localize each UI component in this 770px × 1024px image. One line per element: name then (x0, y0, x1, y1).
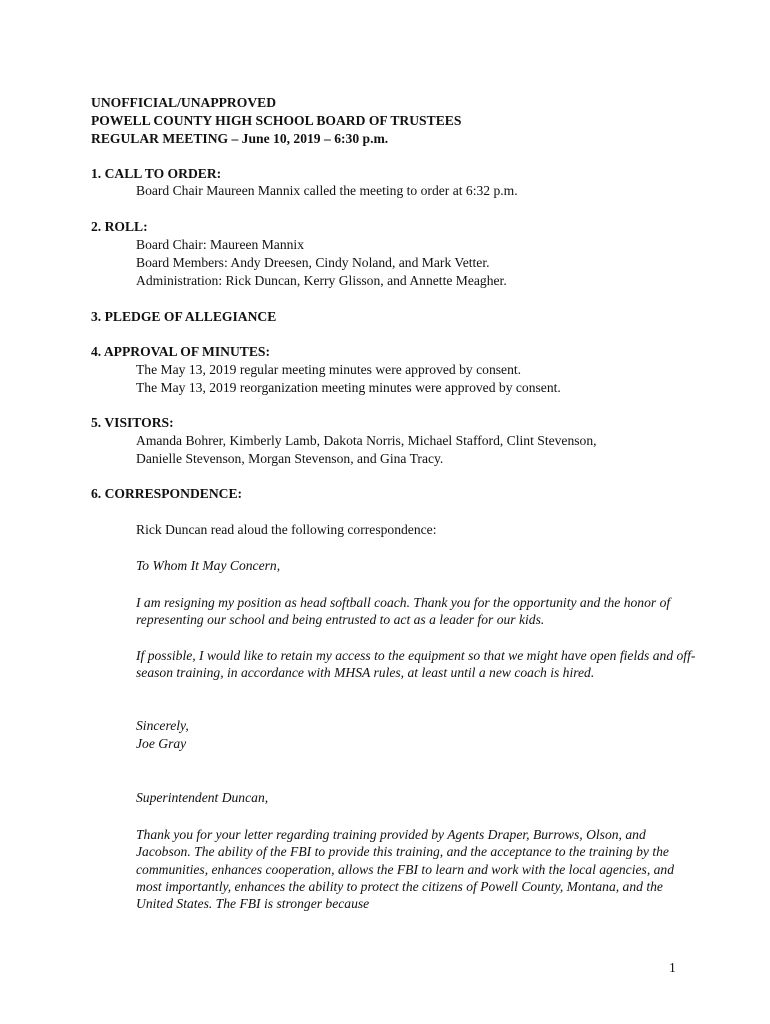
correspondence-intro: Rick Duncan read aloud the following correspondence: (136, 522, 437, 537)
header-board-name: POWELL COUNTY HIGH SCHOOL BOARD OF TRUSTEES (91, 113, 462, 128)
letter1-salutation: To Whom It May Concern, (136, 558, 281, 573)
section-visitors-title: 5. VISITORS: (91, 415, 174, 430)
section-pledge-title: 3. PLEDGE OF ALLEGIANCE (91, 309, 277, 324)
document-header (91, 94, 461, 148)
section-call-to-order-title: 1. CALL TO ORDER: (91, 166, 222, 181)
visitors-line-2: Danielle Stevenson, Morgan Stevenson, and Gina Tracy. (136, 451, 444, 466)
letter2-salutation: Superintendent Duncan, (136, 790, 269, 805)
minutes-regular: The May 13, 2019 regular meeting minutes were approved by consent. (136, 362, 522, 377)
letter1-paragraph-1: I am resigning my position as head softball coach. Thank you for the opportunity and the honor of representing our school and being entrusted to act as a leader for our kids. (136, 595, 671, 628)
section-minutes-title: 4. APPROVAL OF MINUTES: (91, 344, 271, 359)
header-status: UNOFFICIAL/UNAPPROVED (91, 95, 277, 110)
letter2-paragraph-1: Thank you for your letter regarding training provided by Agents Draper, Burrows, Olson, and Jacobson. The ability of the FBI to provide this training, and the acceptance to the training by the communities, enhances cooperation, allows the FBI to learn and work with the local agencies, and most importantly, enhances the ability to protect the citizens of Powell County, Montana, and the United States. The FBI is stronger because (136, 827, 675, 912)
page-number: 1 (669, 960, 676, 975)
call-to-order-text: Board Chair Maureen Mannix called the meeting to order at 6:32 p.m. (136, 183, 518, 198)
roll-administration: Administration: Rick Duncan, Kerry Glisson, and Annette Meagher. (136, 273, 507, 288)
letter1-paragraph-2: If possible, I would like to retain my access to the equipment so that we might have open fields and off-season training, in accordance with MHSA rules, at least until a new coach is hired. (136, 648, 696, 681)
section-correspondence-title: 6. CORRESPONDENCE: (91, 486, 243, 501)
section-roll-title: 2. ROLL: (91, 219, 148, 234)
roll-board-chair: Board Chair: Maureen Mannix (136, 237, 304, 252)
header-meeting-info: REGULAR MEETING – June 10, 2019 – 6:30 p.m. (91, 131, 389, 146)
minutes-reorganization: The May 13, 2019 reorganization meeting minutes were approved by consent. (136, 380, 561, 395)
letter1-closing: Sincerely, (136, 718, 189, 733)
roll-board-members: Board Members: Andy Dreesen, Cindy Noland, and Mark Vetter. (136, 255, 490, 270)
letter1-signature: Joe Gray (136, 736, 187, 751)
visitors-line-1: Amanda Bohrer, Kimberly Lamb, Dakota Norris, Michael Stafford, Clint Stevenson, (136, 433, 597, 448)
